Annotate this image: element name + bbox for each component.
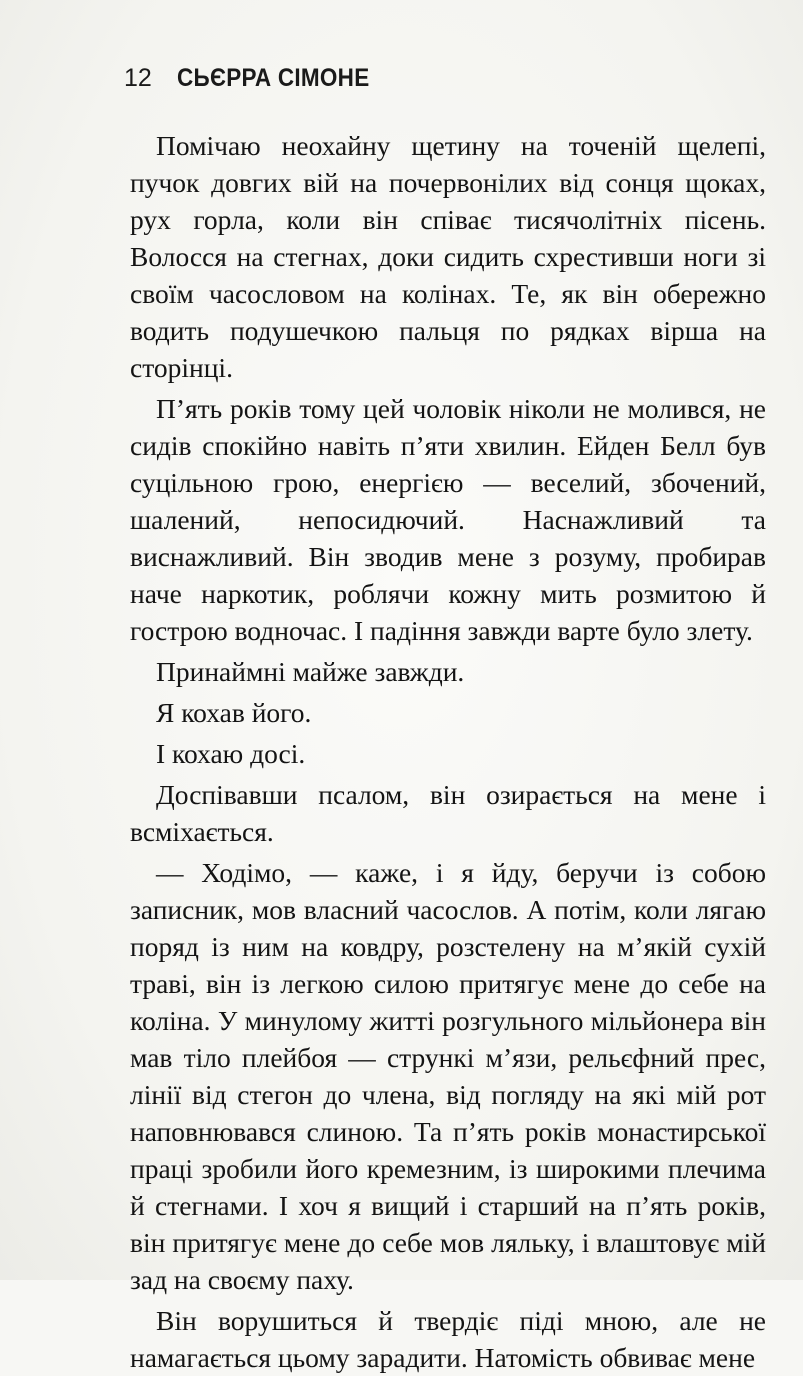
paragraph: Принаймні майже завжди. — [156, 656, 465, 687]
running-title: СЬЄРРА СІМОНЕ — [176, 64, 370, 92]
paragraph: — Ходімо, — каже, і я йду, беручи із собою записник, мов власний часослов. А потім, коли лягаю поряд із ним на ковдру, розстелену на м’якій сухій траві, він із легкою силою притягує мене до себе на коліна. У минулому житті розгульного мільйонера він мав тіло плейбоя — стрункі м’язи, рельєфний прес, лінії від стегон до члена, від погляду на які мій рот наповнювався слиною. Та п’ять років монастирської праці зробили його кремезним, із широкими плечима й стегнами. І хоч я вищий і старший на п’ять років, він притягує мене до себе мов ляльку, і влаштовує мій зад на своєму паху. — [130, 857, 766, 1295]
paragraph: Доспівавши псалом, він озирається на мене і всміхається. — [130, 779, 766, 847]
paragraph: Я кохав його. — [156, 697, 312, 728]
running-header — [124, 64, 391, 93]
body-text — [130, 127, 766, 1376]
paragraph: Він ворушиться й твердіє піді мною, але не намагається цьому зарадити. Натомість обвиває мене — [130, 1305, 766, 1373]
paragraph: І кохаю досі. — [156, 738, 306, 769]
paragraph: П’ять років тому цей чоловік ніколи не молився, не сидів спокійно навіть п’яти хвилин. Ейден Белл був суцільною грою, енергією — веселий, збочений, шалений, непосидючий. Наснажливий та виснажливий. Він зводив мене з розуму, пробирав наче наркотик, роблячи кожну мить розмитою й гострою водночас. І падіння завжди варте було злету. — [130, 393, 766, 646]
page-number: 12 — [124, 64, 152, 92]
paragraph: Помічаю неохайну щетину на точеній щелепі, пучок довгих вій на почервонілих від сонця щоках, рух горла, коли він співає тисячолітніх пісень. Волосся на стегнах, доки сидить схрестивши ноги зі своїм часословом на колінах. Те, як він обережно водить подушечкою пальця по рядках вірша на сторінці. — [130, 130, 766, 383]
